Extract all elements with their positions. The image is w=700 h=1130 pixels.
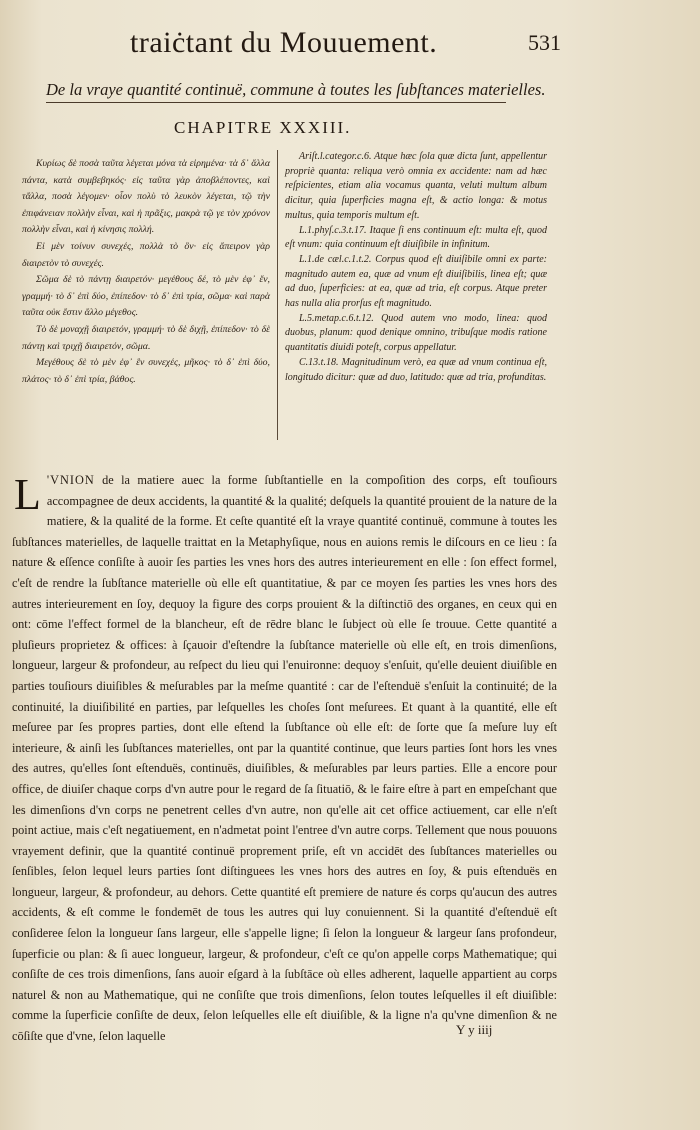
greek-paragraph: Τὸ δὲ μοναχῇ διαιρετόν, γραμμή· τὸ δὲ διχῇ, ἐπίπεδον· τὸ δὲ πάντῃ καὶ τριχῇ διαιρετόν, σῶμα. [22, 323, 270, 352]
column-divider [277, 150, 278, 440]
drop-cap: L [14, 470, 41, 519]
greek-paragraph: Μεγέθους δὲ τὸ μὲν ἐφ᾽ ἓν συνεχές, μῆκος· τὸ δ᾽ ἐπὶ δύο, πλάτος· τὸ δ᾽ ἐπὶ τρία, βάθος. [22, 357, 270, 385]
greek-paragraph: Κυρίως δὲ ποσὰ ταῦτα λέγεται μόνα τὰ εἰρημένα· τὰ δ᾽ ἄλλα πάντα, κατὰ συμβεβηκός· εἰς ταῦτα γὰρ ἀποβλέποντες, καὶ τἄλλα, ποσὰ λέγομεν· οἷον πολὺ τὸ λευκὸν λέγεται, τῷ τὴν ἐπιφάνειαν πολλὴν εἶναι, καὶ ἡ πρᾶξις, μακρὰ τῷ γε τὸν χρόνον πολλὴν εἶναι, καὶ ἡ κίνησις πολλή. [22, 158, 270, 236]
section-title: De la vraye quantité continuë, commune à toutes les ſubſtances materielles. [46, 80, 506, 103]
latin-citation-column [285, 150, 547, 385]
main-paragraph-text: de la matiere auec la forme ſubſtantielle en la compoſition des corps, eſt touſiours accompagnee de deux accidents, la quantité & la qualité; deſquels la quantité prouient de la nature de la matiere, & la qualité de la forme. Et ceſte quantité eſt la vraye quantité continuë, commune à toutes les ſubſtances materielles, de laquelle traittat en la Metaphyſique, nous en auions remis le diſcours en ce lieu : ſa nature & eſſence conſiſte à auoir ſes parties les vnes hors des autres interieurement en elle : ſon effect formel, c'eſt de rendre la ſubſtance materielle où elle eſt quantitatiue, & par ce moyen ſes parties les vnes hors des autres interieurement en ſoy, dequoy la figure des corps prouient & la diſtinctiō des organes, en ceux qui en ont: cōme l'effect formel de la blancheur, eſt de rēdre blanc le ſubject où elle ſe trouue. Cette quantité a pluſieurs proprietez & offices: à ſçauoir d'eſtendre la ſubſtance materielle où elle eſt, en trois dimenſions, longueur, largeur & profondeur, au reſpect du lieu qui l'enuironne: dequoy s'enſuit, qu'elle deuient diuiſible en parties touſiours diuiſibles & meſurables par la meſme quantité : car de l'eſtenduë s'enſuit la continuité; de la continuité, la diuiſibilité en parties, par leſquelles les choſes ſont meſurees. Et quant à la quantité, elle eſt meſuree par ſes propres parties, dont elle eſtend la ſubſtance où elle eſt: de ſorte que ſa meſure luy eſt interieure, & ainſi les ſubſtances materielles, ont par la quantité continue, que leurs parties ſont hors les vnes des autres, qu'elles ſont eſtenduës, continuës, diuiſibles, & meſurables par leurs parties. Elle a encore pour office, de diuiſer chaque corps d'vn autre pour le regard de ſa ſituatiō, & le faire eſtre à part en empeſchant que les dimenſions d'vn corps ne penetrent celles d'vn autre, non qu'elle ait cet office actiuement, car elle n'eſt point actiue, mais c'eſt negatiuement, en n'admetat point l'entree d'vn autre corps. Tellement que nous pouuons vrayement definir, que la quantité continuë proprement priſe, eſt vn accidēt des ſubſtances materielles ou ſenſibles, ſelon lequel leurs parties ſont diſtinguees les vnes hors des autres en ſoy, & puis eſtenduës en longueur, largeur, & profondeur, au dehors. Cette quantité eſt premiere de nature és corps qu'aucun des autres accidents, & eſt comme le fondemēt de tous les autres qui luy conuiennent. Si la quantité d'eſtenduë eſt conſideree ſelon la longueur ſans largeur, elle s'appelle ligne; ſi ſelon la longueur & largeur ſans profondeur, ſuperficie ou plan: & ſi auec longueur, largeur, & profondeur, c'eſt ce qu'on appelle corps Mathematique; qui conſiſte de ces trois dimenſions, ſans auoir eſgard à la ſubſtāce où elles adherent, laquelle appartient au corps naturel & non au Mathematique, qui ne conſiſte que trois dimenſions, ſelon toutes leſquelles il eſt diuiſible: comme la ſuperficie conſiſte de deux, ſelon leſquelles elle eſt diuiſible, & la ligne n'a qu'vne dimenſion & ne cōſiſte que d'vne, ſelon laquelle [12, 473, 557, 1044]
latin-paragraph: Ariſt.l.categor.c.6. Atque hæc ſola quæ dicta ſunt, appellentur propriè quanta: reliqua verò omnia ex accidente: nam ad hæc reſpicientes, etiam alia vocamus quanta, veluti multum album dicitur, quia ſuperficies magna eſt, & actio longa: & motus multus, quia temporis multum eſt. [285, 151, 547, 221]
latin-paragraph: L.5.metap.c.6.t.12. Quod autem vno modo, linea: quod duobus, planum: quod denique omnino, tribuſque modis ratione quantitatis diuidi poteſt, corpus appellatur. [285, 312, 547, 354]
latin-paragraph: L.1.phyſ.c.3.t.17. Itaque ſi ens continuum eſt: multa eſt, quod eſt vnum: quia continuum eſt diuiſibile in infinitum. [285, 224, 547, 251]
lead-word: 'VNION [46, 473, 95, 487]
chapter-heading: CHAPITRE XXXIII. [174, 118, 352, 137]
latin-paragraph: L.1.de cæl.c.1.t.2. Corpus quod eſt diuiſibile omni ex parte: magnitudo autem ea, quæ ad vnum eſt diuiſibilis, linea eſt; quæ ad duo, ſuperficies: at ea, quæ ad tria, eſt corpus. Atque preter has nulla alia prorſus eſt magnitudo. [285, 253, 547, 310]
signature-mark: Y y iiij [456, 1022, 493, 1037]
main-paragraph [12, 470, 557, 1047]
greek-paragraph: Εἰ μὲν τοίνυν συνεχές, πολλὰ τὸ ὂν· εἰς ἄπειρον γὰρ διαιρετὸν τὸ συνεχές. [22, 240, 270, 269]
main-text-block [12, 470, 557, 1047]
running-title: traiċtant du Mouuement. [130, 26, 438, 59]
page-number: 531 [528, 30, 561, 55]
greek-citation-column [22, 156, 270, 388]
greek-paragraph: Σῶμα δὲ τὸ πάντῃ διαιρετόν· μεγέθους δέ, τὸ μὲν ἐφ᾽ ἕν, γραμμή· τὸ δ᾽ ἐπὶ δύο, ἐπίπεδον· τὸ δ᾽ ἐπὶ τρία, σῶμα· καὶ παρὰ ταῦτα οὐκ ἔστιν ἄλλο μέγεθος. [22, 274, 270, 319]
latin-paragraph: C.13.t.18. Magnitudinum verò, ea quæ ad vnum continua eſt, longitudo dicitur: quæ ad duo, latitudo: quæ ad tria, profunditas. [285, 356, 547, 383]
